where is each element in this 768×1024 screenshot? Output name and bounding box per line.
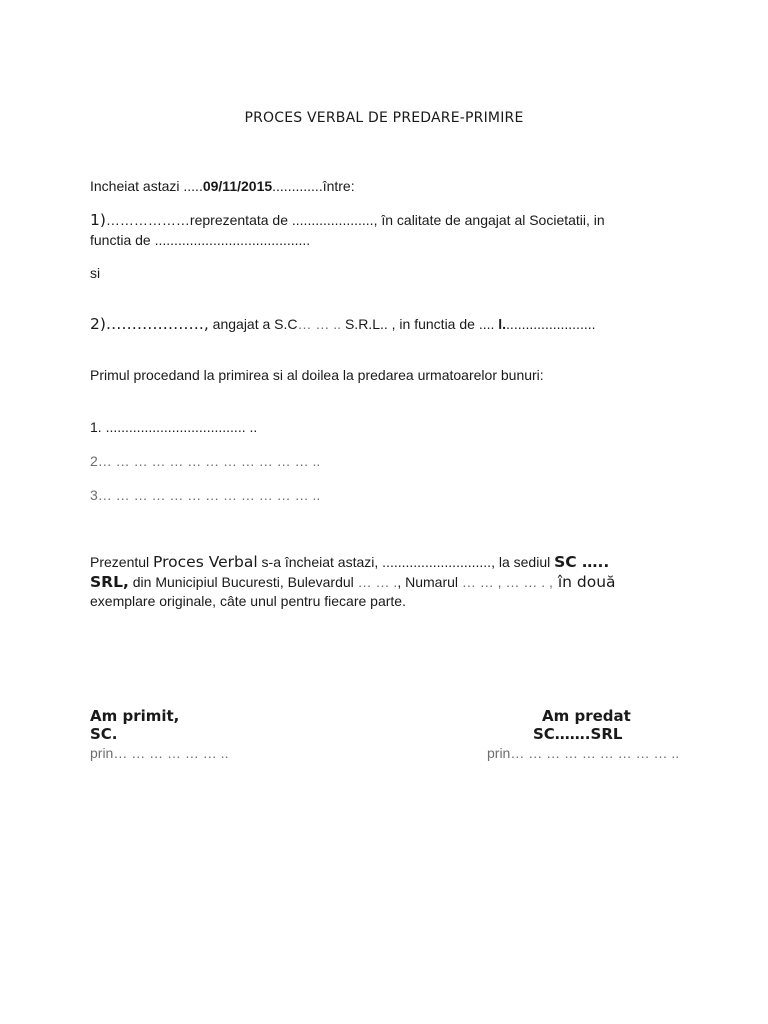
right-signature-prin: prin… … … … … … … … … .. bbox=[487, 745, 680, 761]
closing-p1-mid: s-a încheiat astazi, ............................, la sediul bbox=[257, 554, 555, 570]
right-signature-title: Am predat bbox=[542, 707, 631, 725]
party2-gray-dots: … … .. bbox=[297, 316, 342, 332]
party2-number: 2) bbox=[90, 315, 106, 333]
party1-line1 bbox=[90, 212, 605, 229]
closing-p1-start: Prezentul bbox=[90, 554, 154, 570]
closing-p2-end: în două bbox=[552, 573, 616, 591]
si-connector: si bbox=[90, 265, 101, 281]
intro-date: 09/11/2015 bbox=[202, 178, 273, 194]
party1-line1-rest: reprezentata de ....................., în calitate de angajat al Societatii, in bbox=[189, 212, 605, 228]
party1-line2: functia de ........................................ bbox=[90, 232, 311, 248]
party2-middle: angajat a S.C bbox=[208, 316, 298, 332]
intro-line bbox=[90, 178, 355, 195]
closing-p2-gray1: … … . bbox=[357, 574, 398, 590]
intro-prefix: Incheiat astazi ..... bbox=[90, 178, 203, 194]
closing-p2-numarul: , Numarul bbox=[397, 574, 462, 590]
left-signature-company: SC. bbox=[90, 725, 118, 743]
document-title: PROCES VERBAL DE PREDARE-PRIMIRE bbox=[244, 110, 524, 126]
party2-line bbox=[90, 316, 596, 333]
left-signature-title: Am primit, bbox=[90, 707, 180, 725]
intro-suffix: .............între: bbox=[272, 178, 355, 194]
closing-line1 bbox=[90, 554, 609, 571]
goods-item-1: 1. .................................... .. bbox=[90, 419, 258, 435]
closing-p1-bold: Proces Verbal bbox=[153, 553, 258, 571]
closing-line2 bbox=[90, 574, 616, 591]
goods-item-3: 3… … … … … … … … … … … … .. bbox=[90, 487, 321, 503]
left-signature-prin: prin… … … … … … .. bbox=[90, 745, 229, 761]
party2-bold-l: l. bbox=[498, 316, 507, 332]
party2-rest: S.R.L.. , in functia de .... bbox=[341, 316, 499, 332]
closing-p2-gray3: … … . , bbox=[501, 574, 553, 590]
party2-dots: ………………., bbox=[105, 315, 209, 333]
right-signature-company: SC…….SRL bbox=[533, 725, 623, 743]
party1-dots: ……………… bbox=[105, 212, 190, 228]
closing-p1-sc: SC ….. bbox=[554, 553, 610, 571]
closing-p2-mid: din Municipiul Bucuresti, Bulevardul bbox=[128, 574, 358, 590]
closing-p2-srl: SRL, bbox=[90, 573, 129, 591]
closing-line3: exemplare originale, câte unul pentru fiecare parte. bbox=[90, 593, 406, 609]
party2-end: ....................... bbox=[506, 316, 596, 332]
closing-p2-gray2: … … , bbox=[461, 574, 502, 590]
goods-item-2: 2… … … … … … … … … … … … .. bbox=[90, 453, 321, 469]
party1-number: 1) bbox=[90, 211, 106, 229]
goods-intro: Primul procedand la primirea si al doilea la predarea urmatoarelor bunuri: bbox=[90, 367, 544, 383]
